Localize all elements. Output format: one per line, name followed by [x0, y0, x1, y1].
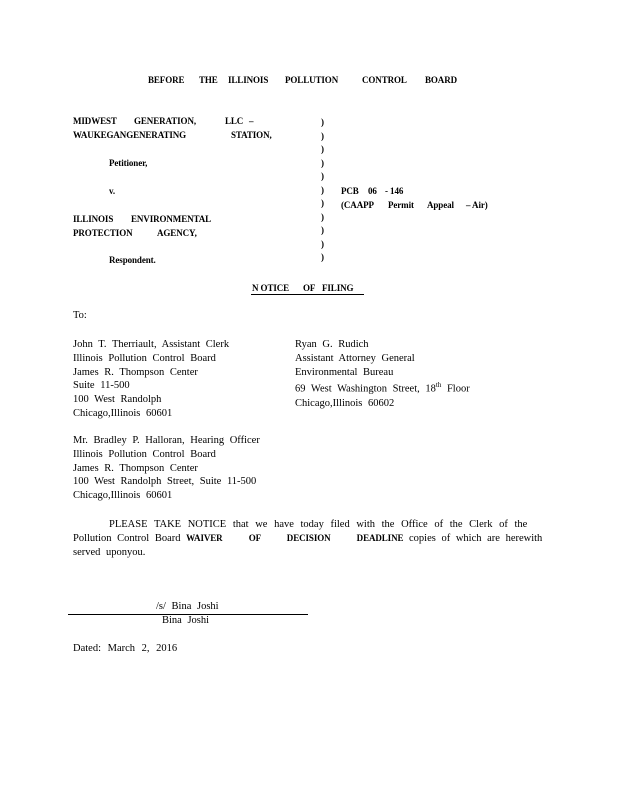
- paren: ): [321, 171, 324, 181]
- heading-control: CONTROL: [362, 75, 407, 85]
- address-floor: Floor: [441, 383, 470, 395]
- heading-before: BEFORE: [148, 75, 185, 85]
- signature-electronic: /s/ Bina Joshi: [156, 601, 219, 612]
- address-line: Assistant Attorney General: [295, 352, 415, 364]
- dated-line: Dated: March 2, 2016: [73, 643, 178, 654]
- respondent-illinois: ILLINOIS: [73, 214, 114, 224]
- address-attorney: [295, 338, 470, 410]
- paren: ): [321, 252, 324, 262]
- notice-title-a: N OTICE: [252, 283, 290, 293]
- ordinal-suffix: th: [435, 381, 442, 390]
- paren: ): [321, 184, 324, 195]
- address-street: 69 West Washington Street, 18: [295, 383, 436, 395]
- signer-name: Bina Joshi: [162, 615, 210, 626]
- case-type-c: Appeal: [427, 200, 454, 210]
- body-text: copies of which are herewith: [409, 533, 543, 544]
- address-line: Illinois Pollution Control Board: [73, 448, 216, 460]
- address-line: Suite 11-500: [73, 380, 130, 392]
- heading-board: BOARD: [425, 75, 458, 85]
- respondent-protection: PROTECTION: [73, 228, 133, 238]
- document-title-inline: WAIVER OF DECISION DEADLINE: [186, 533, 404, 543]
- petitioner-dash: –: [249, 116, 254, 126]
- address-clerk: [73, 338, 229, 421]
- body-line-3: served uponyou.: [73, 547, 146, 558]
- address-line: 100 West Randolph Street, Suite 11-500: [73, 476, 257, 488]
- versus: v.: [109, 186, 116, 196]
- respondent-environmental: ENVIRONMENTAL: [131, 214, 212, 224]
- petitioner-waukegan: WAUKEGANGENERATING: [73, 130, 187, 140]
- case-pcb: PCB: [341, 186, 359, 196]
- notice-title-underline: [251, 294, 364, 295]
- paren: ): [321, 225, 324, 235]
- paren: ): [321, 198, 324, 208]
- case-num-b: - 146: [385, 186, 404, 196]
- address-line: Mr. Bradley P. Halloran, Hearing Officer: [73, 435, 260, 446]
- case-type-b: Permit: [388, 200, 414, 210]
- to-label: To:: [73, 310, 87, 321]
- heading-the: THE: [199, 75, 218, 85]
- paren: ): [321, 211, 324, 222]
- petitioner-station: STATION,: [231, 130, 272, 140]
- respondent-agency: AGENCY,: [157, 228, 197, 238]
- paren: ): [321, 238, 324, 249]
- petitioner-midwest: MIDWEST: [73, 116, 117, 126]
- address-line: Environmental Bureau: [295, 366, 394, 378]
- respondent-role: Respondent.: [109, 255, 156, 265]
- address-line: James R. Thompson Center: [73, 366, 198, 378]
- heading-pollution: POLLUTION: [285, 75, 339, 85]
- address-line: Chicago,Illinois 60601: [73, 490, 173, 502]
- body-text: Pollution Control Board: [73, 533, 181, 544]
- address-line: Ryan G. Rudich: [295, 339, 369, 350]
- notice-title-c: FILING: [322, 283, 354, 293]
- address-line: Chicago,Illinois 60601: [73, 407, 173, 419]
- case-type-d: – Air): [466, 200, 488, 210]
- address-hearing-officer: [73, 434, 260, 503]
- heading-illinois: ILLINOIS: [228, 75, 269, 85]
- petitioner-generation: GENERATION,: [134, 116, 196, 126]
- body-line-2: [73, 533, 542, 544]
- paren: ): [321, 157, 324, 168]
- caption-divider: [321, 116, 329, 265]
- paren: ): [321, 130, 324, 141]
- paren: ): [321, 117, 324, 127]
- address-line: John T. Therriault, Assistant Clerk: [73, 339, 230, 350]
- address-line: [295, 379, 470, 396]
- address-line: James R. Thompson Center: [73, 462, 198, 474]
- notice-title-b: OF: [303, 283, 316, 293]
- petitioner-role: Petitioner,: [109, 158, 148, 168]
- address-line: Illinois Pollution Control Board: [73, 352, 216, 364]
- paren: ): [321, 144, 324, 154]
- body-line-1: PLEASE TAKE NOTICE that we have today filed with the Office of the Clerk of the: [109, 519, 528, 530]
- case-type-a: (CAAPP: [341, 200, 374, 210]
- address-line: Chicago,Illinois 60602: [295, 397, 395, 409]
- case-num-a: 06: [368, 186, 377, 196]
- address-line: 100 West Randolph: [73, 394, 162, 406]
- petitioner-llc: LLC: [225, 116, 244, 126]
